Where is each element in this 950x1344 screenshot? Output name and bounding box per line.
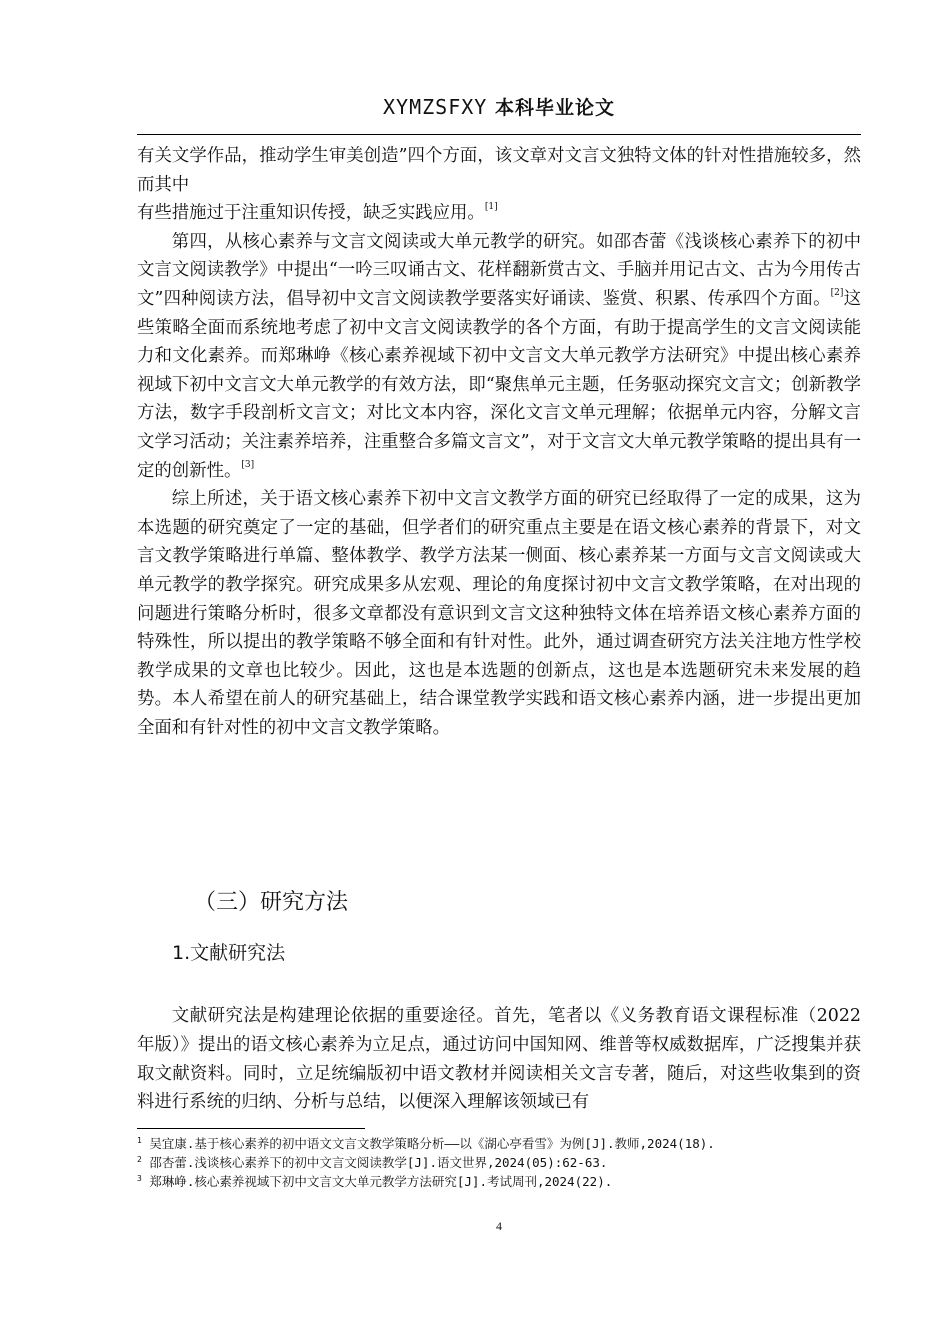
paragraph-text: 综上所述，关于语文核心素养下初中文言文教学方面的研究已经取得了一定的成果，这为本选题的研究奠定了一定的基础，但学者们的研究重点主要是在语文核心素养的背景下，对文言文教学策略进行单篇、整体教学、教学方法某一侧面、核心素养某一方面与文言文阅读或大单元教学的教学探究。研究成果多从宏观、理论的角度探讨初中文言文教学策略，在对出现的问题进行策略分析时，很多文章都没有意识到文言文这种独特文体在培养语文核心素养方面的特殊性，所以提出的教学策略不够全面和有针对性。此外，通过调查研究方法关注地方性学校教学成果的文章也比较少。因此，这也是本选题的创新点，这也是本选题研究未来发展的趋势。本人希望在前人的研究基础上，结合课堂教学实践和语文核心素养内涵，进一步提出更加全面和有针对性的初中文言文教学策略。: [137, 489, 861, 738]
footnote-text: 邵杏蕾.浅谈核心素养下的初中文言文阅读教学[J].语文世界,2024(05):62-63.: [141, 1155, 608, 1170]
footnote-mark: 3: [137, 1173, 142, 1183]
section-heading: （三）研究方法: [194, 890, 349, 915]
paragraph-continued: [137, 142, 861, 199]
footnote-mark: 1: [137, 1135, 142, 1145]
citation-ref: [2]: [830, 288, 844, 299]
paragraph-text: 这些策略全面而系统地考虑了初中文言文阅读教学的各个方面，有助于提高学生的文言文阅读能力和文化素养。而郑琳峥《核心素养视域下初中文言文大单元教学方法研究》中提出核心素养视域下初中文言文大单元教学的有效方法，即“聚焦单元主题，任务驱动探究文言文；创新教学方法，数字手段剖析文言文；对比文本内容，深化文言文单元理解；依据单元内容，分解文言文学习活动；关注素养培养，注重整合多篇文言文”，对于文言文大单元教学策略的提出具有一定的创新性。: [137, 288, 861, 481]
paragraph-fourth: [137, 228, 861, 485]
running-header: [137, 93, 861, 120]
paragraph-text: 第四，从核心素养与文言文阅读或大单元教学的研究。如邵杏蕾《浅谈核心素养下的初中文言文阅读教学》中提出“一吟三叹诵古文、花样翻新赏古文、手脑并用记古文、古为今用传古文”四种阅读方法，倡导初中文言文阅读教学要落实好诵读、鉴赏、积累、传承四个方面。: [137, 231, 861, 309]
footnote-item: [137, 1153, 861, 1172]
body-text-upper: [137, 142, 861, 742]
footnote-item: [137, 1172, 861, 1191]
paragraph-summary: [137, 485, 861, 742]
footnote-text: 吴宜康.基于核心素养的初中语文文言文教学策略分析——以《湖心亭看雪》为例[J].教师,2024(18).: [141, 1136, 715, 1151]
paragraph-continued-tail: [137, 199, 861, 228]
body-text-lower: [137, 985, 861, 1134]
footnote-text: 郑琳峥.核心素养视域下初中文言文大单元教学方法研究[J].考试周刊,2024(22).: [141, 1174, 613, 1189]
header-title: 本科毕业论文: [487, 97, 615, 119]
page-number: 4: [496, 1219, 502, 1233]
footnote-rule: [137, 1128, 365, 1129]
paragraph-literature-method: [137, 1002, 861, 1116]
footnotes: [137, 1134, 861, 1191]
paragraph-text: 文献研究法是构建理论依据的重要途径。首先，笔者以《义务教育语文课程标准（2022 年版）》提出的语文核心素养为立足点，通过访问中国知网、维普等权威数据库，广泛搜集并获取文献资料。同时，立足统编版初中语文教材并阅读相关文言专著，随后，对这些收集到的资料进行系统的归纳、分析与总结，以便深入理解该领域已有: [137, 1006, 861, 1113]
footnote-mark: 2: [137, 1154, 142, 1164]
subsection-heading: 1.文献研究法: [172, 942, 286, 964]
header-latin: XYMZSFXY: [383, 95, 488, 119]
paragraph-line: 有关文学作品，推动学生审美创造”四个方面，该文章对文言文独特文体的针对性措施较多，然而其中: [137, 146, 861, 195]
citation-ref: [3]: [241, 459, 255, 470]
footnote-item: [137, 1134, 861, 1153]
paragraph-line: 有些措施过于注重知识传授，缺乏实践应用。: [137, 203, 485, 224]
citation-ref: [1]: [484, 202, 498, 213]
header-rule: [137, 134, 861, 135]
